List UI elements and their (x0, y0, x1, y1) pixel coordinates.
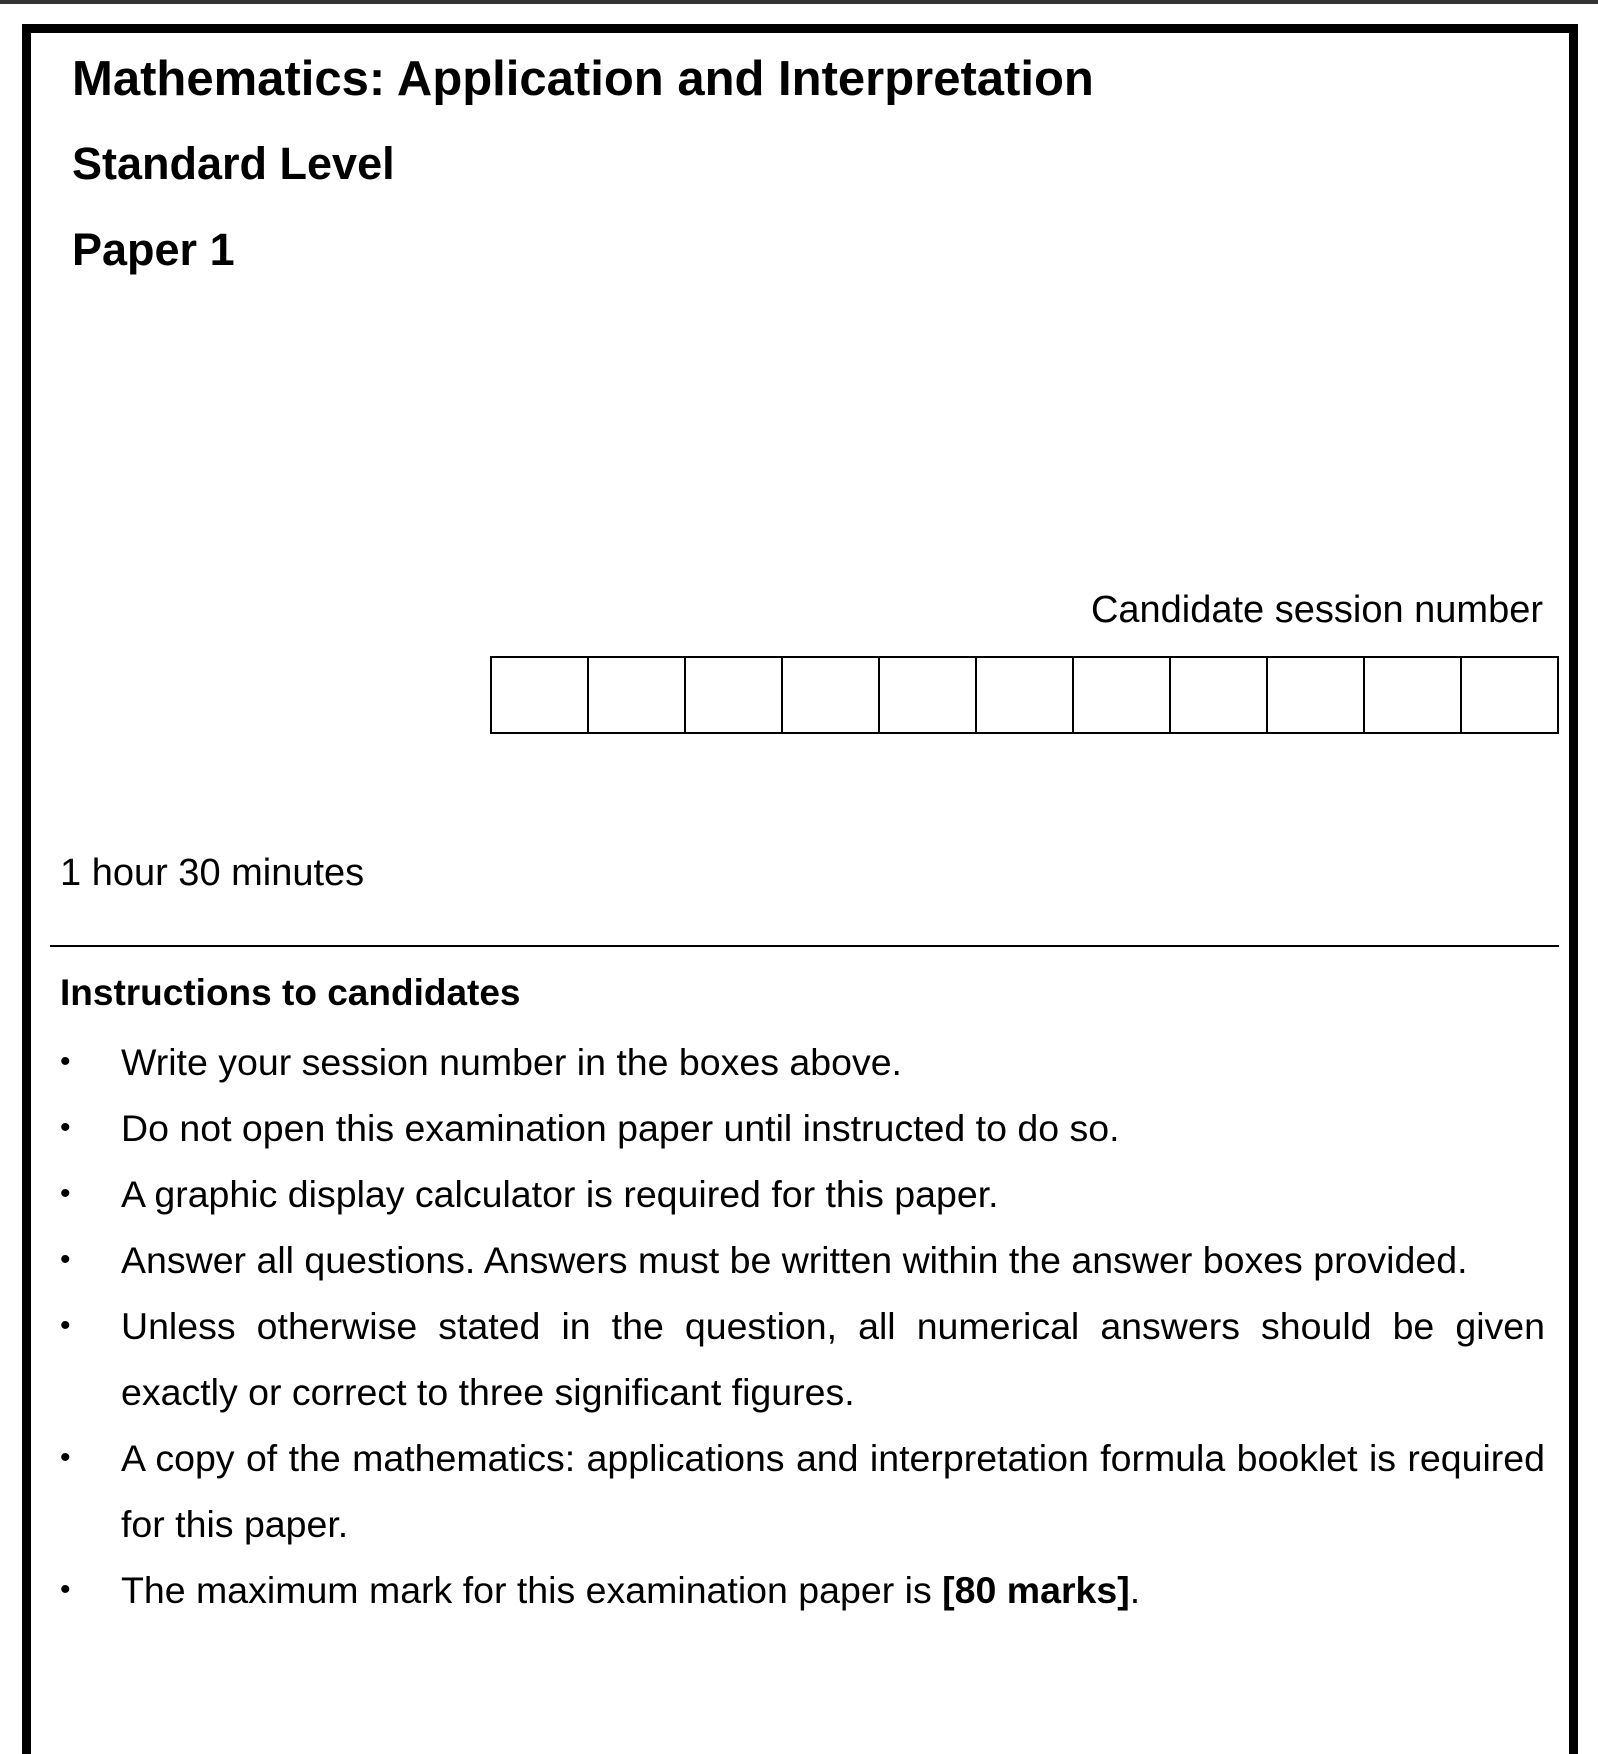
session-number-box[interactable] (1365, 658, 1462, 732)
session-number-box[interactable] (1268, 658, 1365, 732)
session-number-box[interactable] (1462, 658, 1557, 732)
session-number-box[interactable] (492, 658, 589, 732)
instruction-text: Unless otherwise stated in the question, all numerical answers should be given exactly or correct to three significant figures. (121, 1305, 1545, 1413)
instructions-list (60, 1029, 1545, 1623)
exam-paper-number: Paper 1 (72, 224, 235, 275)
max-mark-value: [80 marks] (942, 1569, 1130, 1611)
bullet-icon: • (60, 1573, 71, 1606)
session-number-box[interactable] (589, 658, 686, 732)
exam-duration: 1 hour 30 minutes (60, 852, 365, 894)
session-number-box[interactable] (1171, 658, 1268, 732)
session-number-box[interactable] (783, 658, 880, 732)
instruction-item-max-mark (60, 1557, 1545, 1623)
instruction-item (60, 1029, 1545, 1095)
instructions-heading: Instructions to candidates (60, 972, 521, 1013)
instruction-text: Do not open this examination paper until instructed to do so. (121, 1107, 1120, 1149)
instruction-item (60, 1095, 1545, 1161)
bullet-icon: • (60, 1441, 71, 1474)
candidate-session-number-label: Candidate session number (1090, 589, 1543, 631)
instruction-item (60, 1425, 1545, 1557)
instruction-text: Write your session number in the boxes above. (121, 1041, 902, 1083)
candidate-session-number-boxes (490, 656, 1559, 734)
instruction-text: A copy of the mathematics: applications and interpretation formula booklet is required for this paper. (121, 1437, 1545, 1545)
instruction-item (60, 1293, 1545, 1425)
bullet-icon: • (60, 1111, 71, 1144)
instruction-text: Answer all questions. Answers must be written within the answer boxes provided. (121, 1239, 1468, 1281)
exam-level: Standard Level (72, 138, 395, 189)
exam-title: Mathematics: Application and Interpretation (72, 52, 1094, 106)
instruction-text: A graphic display calculator is required for this paper. (121, 1173, 999, 1215)
top-border-rule (0, 0, 1598, 4)
max-mark-prefix: The maximum mark for this examination paper is (121, 1569, 943, 1611)
section-divider (50, 945, 1559, 947)
session-number-box[interactable] (977, 658, 1074, 732)
instruction-item (60, 1161, 1545, 1227)
bullet-icon: • (60, 1177, 71, 1210)
max-mark-suffix: . (1129, 1569, 1141, 1611)
bullet-icon: • (60, 1309, 71, 1342)
session-number-box[interactable] (686, 658, 783, 732)
instruction-item (60, 1227, 1545, 1293)
session-number-box[interactable] (1074, 658, 1171, 732)
bullet-icon: • (60, 1045, 71, 1078)
session-number-box[interactable] (880, 658, 977, 732)
bullet-icon: • (60, 1243, 71, 1276)
